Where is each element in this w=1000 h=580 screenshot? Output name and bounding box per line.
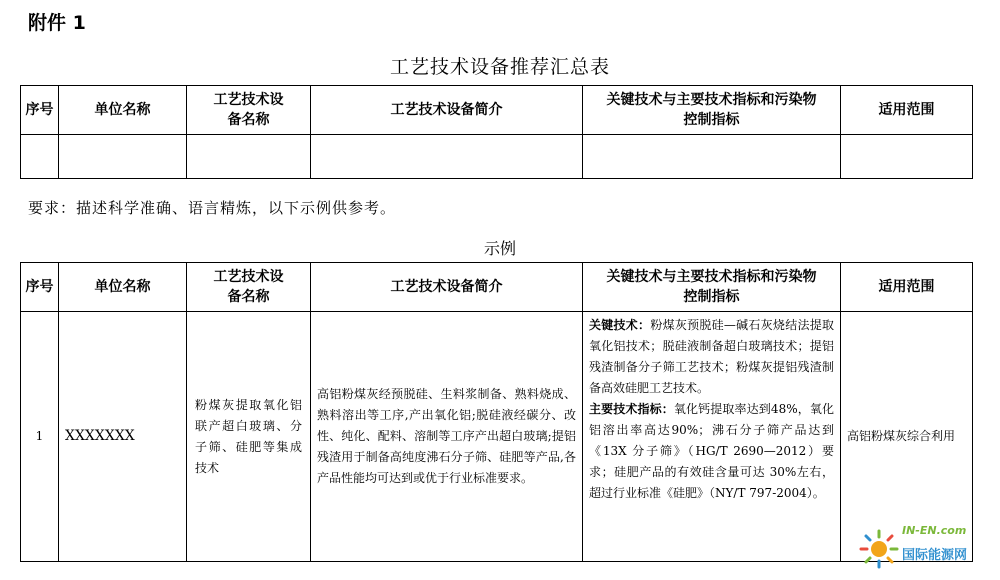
main-index-label: 主要技术指标： xyxy=(589,402,674,416)
header-intro: 工艺技术设备简介 xyxy=(311,86,583,135)
empty-cell[interactable] xyxy=(21,135,59,179)
header-key-tech: 关键技术与主要技术指标和污染物控制指标 xyxy=(583,263,841,312)
summary-table xyxy=(20,85,973,179)
header-no: 序号 xyxy=(21,86,59,135)
example-intro: 高铝粉煤灰经预脱硅、生料浆制备、熟料烧成、熟料溶出等工序,产出氧化铝;脱硅液经碳分、改性、纯化、配料、溶制等工序产出超白玻璃;提铝残渣用于制备高纯度沸石分子筛、硅肥等产品,各产品性能均可达到或优于行业标准要求。 xyxy=(311,312,583,562)
header-no: 序号 xyxy=(21,263,59,312)
empty-cell[interactable] xyxy=(841,135,973,179)
summary-table-title: 工艺技术设备推荐汇总表 xyxy=(389,56,610,78)
example-no: 1 xyxy=(21,312,59,562)
empty-cell[interactable] xyxy=(59,135,187,179)
watermark-cn: 国际能源网 xyxy=(902,548,968,563)
header-key-tech: 关键技术与主要技术指标和污染物控制指标 xyxy=(583,86,841,135)
example-equipment-name: 粉煤灰提取氧化铝联产超白玻璃、分子筛、硅肥等集成技术 xyxy=(187,312,311,562)
example-table xyxy=(20,262,973,562)
empty-cell[interactable] xyxy=(583,135,841,179)
summary-empty-row xyxy=(21,135,973,179)
empty-cell[interactable] xyxy=(187,135,311,179)
header-scope: 适用范围 xyxy=(841,263,973,312)
main-index-text: 氧化钙提取率达到48%，氧化铝溶出率高达90%；沸石分子筛产品达到《13X 分子筛》（HG/T 2690—2012）要求；硅肥产品的有效硅含量可达 30%左右，超过行业标准《硅肥》（NY/T 797-2004）。 xyxy=(589,402,834,500)
key-tech-text: 粉煤灰预脱硅—碱石灰烧结法提取氧化铝技术；脱硅液制备超白玻璃技术；提铝残渣制备分子筛工艺技术；粉煤灰提铝残渣制备高效硅肥工艺技术。 xyxy=(589,318,834,395)
key-tech-label: 关键技术： xyxy=(589,318,651,332)
requirement-text: 要求：描述科学准确、语言精炼，以下示例供参考。 xyxy=(28,199,397,217)
attachment-label: 附件 1 xyxy=(28,12,86,34)
header-equipment-name: 工艺技术设备名称 xyxy=(187,86,311,135)
example-scope: 高铝粉煤灰综合利用 xyxy=(841,312,973,562)
example-header-row xyxy=(21,263,973,312)
header-intro: 工艺技术设备简介 xyxy=(311,263,583,312)
header-equipment-name: 工艺技术设备名称 xyxy=(187,263,311,312)
header-unit: 单位名称 xyxy=(59,263,187,312)
header-scope: 适用范围 xyxy=(841,86,973,135)
empty-cell[interactable] xyxy=(311,135,583,179)
header-unit: 单位名称 xyxy=(59,86,187,135)
example-key-tech xyxy=(583,312,841,562)
in-en-watermark xyxy=(858,514,978,576)
watermark-en: IN-EN.com xyxy=(902,524,967,537)
example-title: 示例 xyxy=(483,239,516,258)
sun-logo-icon xyxy=(858,528,900,570)
example-row xyxy=(21,312,973,562)
example-unit: XXXXXXX xyxy=(59,312,187,562)
summary-header-row xyxy=(21,86,973,135)
